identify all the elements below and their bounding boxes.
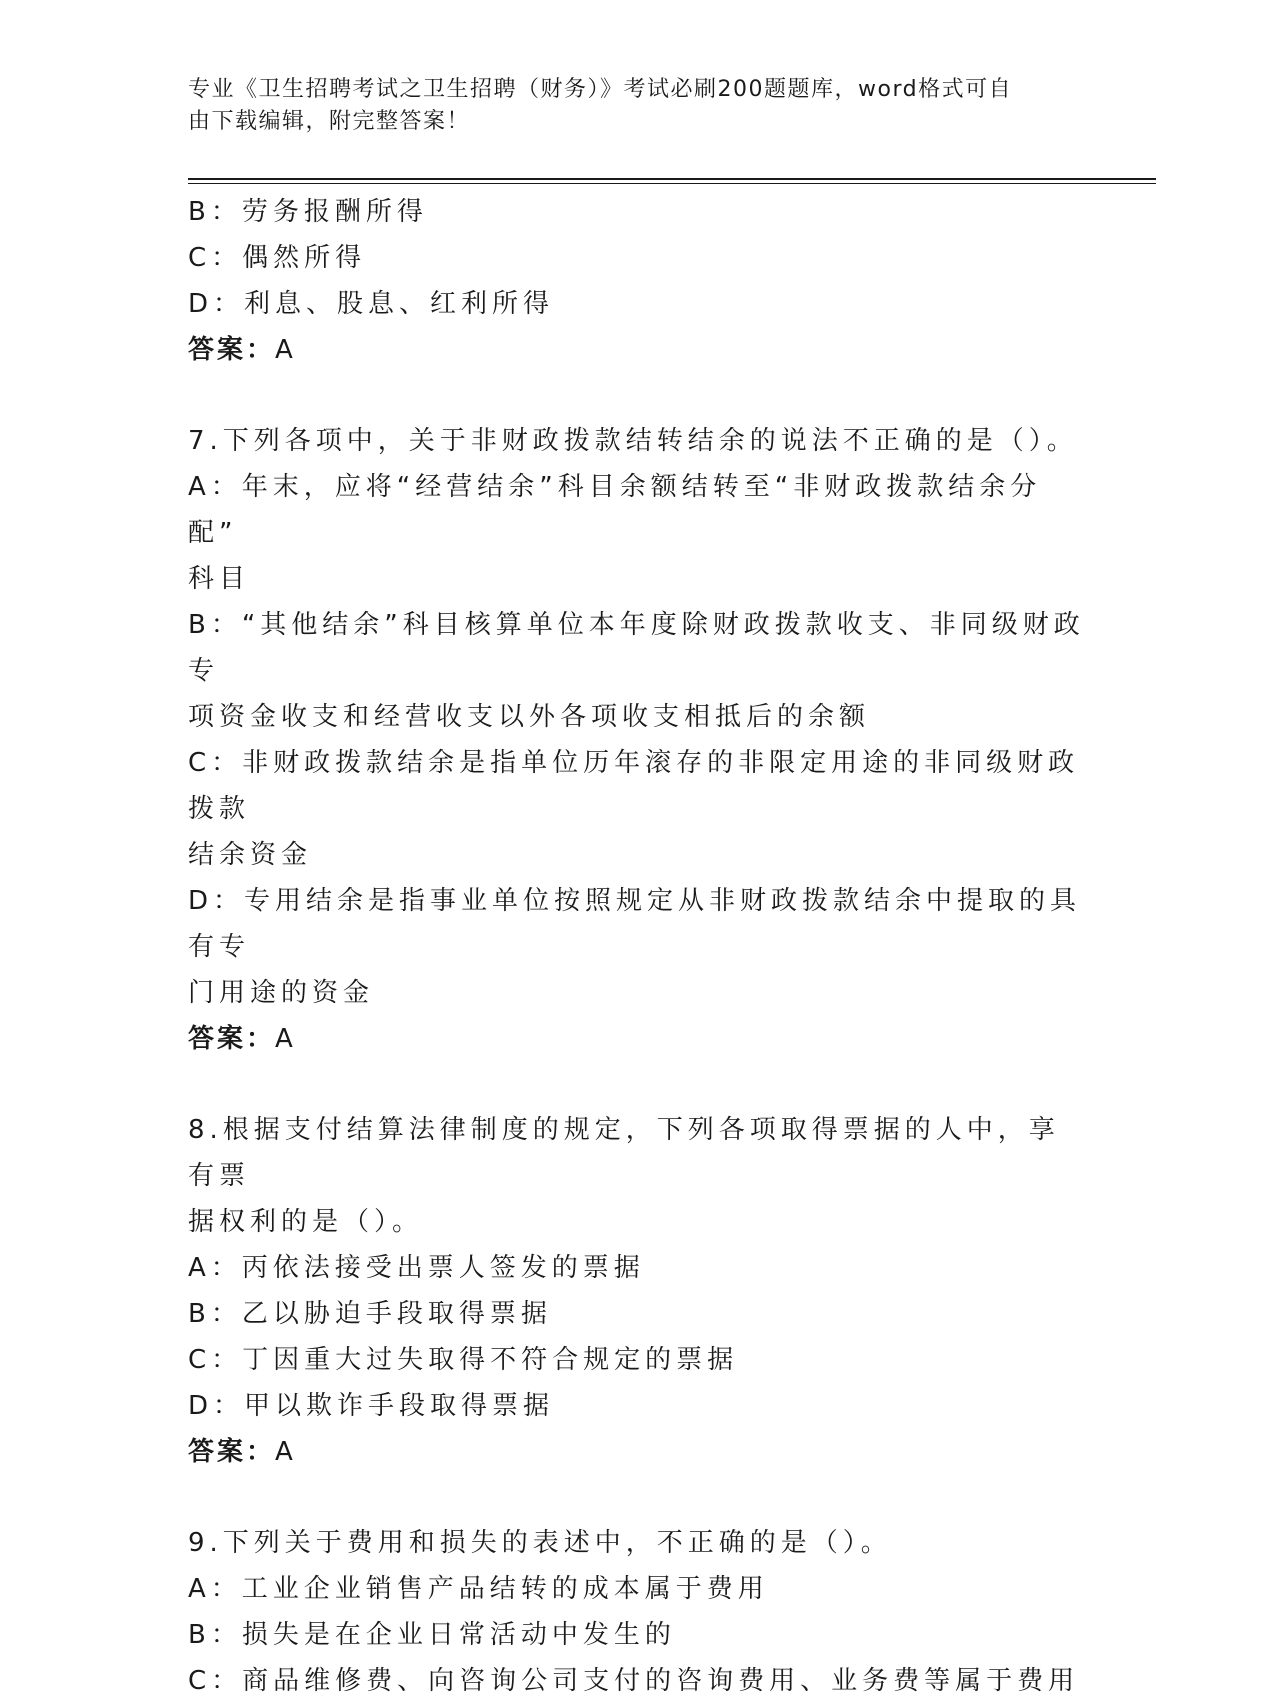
answer-line	[188, 327, 1088, 373]
question-block	[188, 189, 1088, 373]
header-rule-thin	[188, 183, 1156, 184]
question-line: D：利息、股息、红利所得	[188, 289, 555, 319]
question-line: 7.下列各项中，关于非财政拨款结转结余的说法不正确的是（）。	[188, 426, 1078, 456]
question-block	[188, 1520, 1088, 1704]
question-line: A：工业企业销售产品结转的成本属于费用	[188, 1574, 769, 1604]
question-line: D：专用结余是指事业单位按照规定从非财政拨款结余中提取的具有专	[188, 886, 1082, 962]
question-block	[188, 1107, 1088, 1475]
question-line: B：“其他结余”科目核算单位本年度除财政拨款收支、非同级财政专	[188, 610, 1085, 686]
block-spacer	[188, 373, 1088, 418]
question-line: C：丁因重大过失取得不符合规定的票据	[188, 1345, 739, 1375]
answer-label: 答案：	[188, 1437, 276, 1467]
question-line: B：损失是在企业日常活动中发生的	[188, 1620, 676, 1650]
question-line: A：丙依法接受出票人签发的票据	[188, 1253, 645, 1283]
answer-value: A	[275, 1024, 296, 1054]
question-line: A：年末，应将“经营结余”科目余额结转至“非财政拨款结余分配”	[188, 472, 1042, 548]
question-line: 门用途的资金	[188, 978, 375, 1008]
question-line: D：甲以欺诈手段取得票据	[188, 1391, 555, 1421]
answer-label: 答案：	[188, 335, 276, 365]
question-line: 9.下列关于费用和损失的表述中，不正确的是（）。	[188, 1528, 892, 1558]
answer-line	[188, 1429, 1088, 1475]
question-line: 结余资金	[188, 840, 313, 870]
question-line: C：偶然所得	[188, 243, 367, 273]
question-line: B：乙以胁迫手段取得票据	[188, 1299, 552, 1329]
answer-value: A	[275, 335, 296, 365]
question-line: B：劳务报酬所得	[188, 197, 428, 227]
block-spacer	[188, 1062, 1088, 1107]
header-rule-thick	[188, 178, 1156, 180]
question-line: 项资金收支和经营收支以外各项收支相抵后的余额	[188, 702, 871, 732]
document-header	[188, 74, 1068, 138]
answer-value: A	[275, 1437, 296, 1467]
header-line-2: 由下载编辑，附完整答案！	[188, 109, 471, 134]
question-line: C：商品维修费、向咨询公司支付的咨询费用、业务费等属于费用	[188, 1666, 1080, 1696]
answer-label: 答案：	[188, 1024, 276, 1054]
header-line-1: 专业《卫生招聘考试之卫生招聘（财务）》考试必刷200题题库，word格式可自	[188, 77, 1013, 102]
question-line: 据权利的是（）。	[188, 1207, 424, 1237]
question-line: C：非财政拨款结余是指单位历年滚存的非限定用途的非同级财政拨款	[188, 748, 1080, 824]
question-block	[188, 418, 1088, 1062]
answer-line	[188, 1016, 1088, 1062]
block-spacer	[188, 1475, 1088, 1520]
question-content	[188, 189, 1088, 1704]
question-line: 8.根据支付结算法律制度的规定，下列各项取得票据的人中，享有票	[188, 1115, 1060, 1191]
question-line: 科目	[188, 564, 251, 594]
